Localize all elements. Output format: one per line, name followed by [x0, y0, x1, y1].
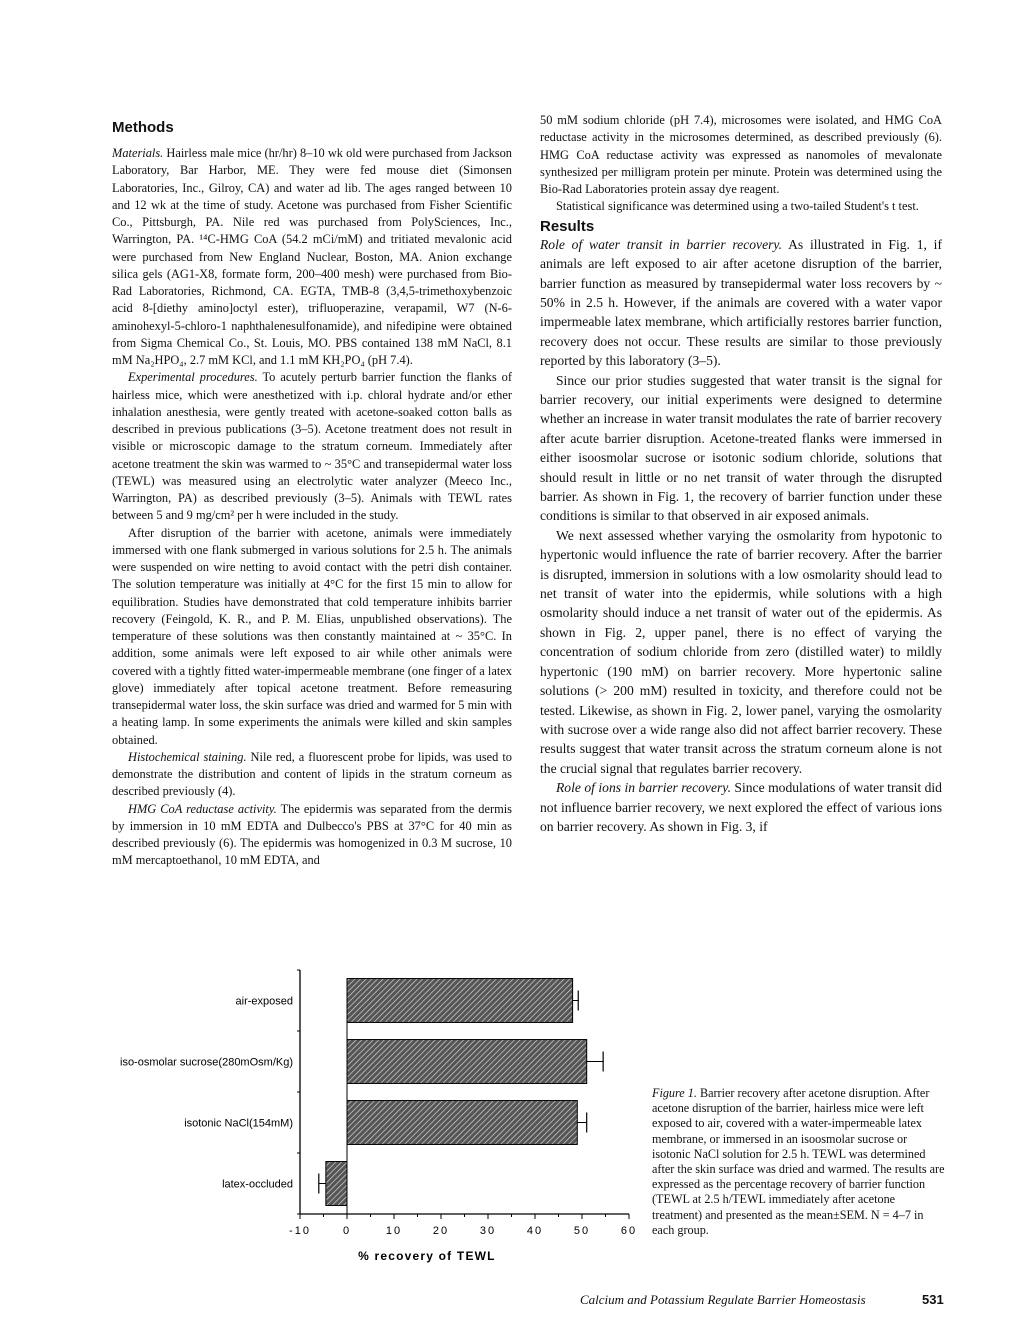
- paragraph-text: We next assessed whether varying the osmolarity from hypotonic to hypertonic would influence the rate of barrier recovery. After the barrier is disrupted, immersion in solutions with a low osmolarity should lead to net transit of water into the epidermis, while solutions with a high osmolarity should induce a net transit of water out of the epidermis. As shown in Fig. 2, upper panel, there is no effect of varying the concentration of sodium chloride from zero (distilled water) to mildly hypertonic (190 mM) on barrier recovery. More hypertonic saline solutions (> 200 mM) resulted in toxicity, and therefore could not be tested. Likewise, as shown in Fig. 2, lower panel, varying the osmolarity with sucrose over a wide range also did not affect barrier recovery. These results suggest that water transit across the stratum corneum alone is not the crucial signal that regulates barrier recovery.: [540, 527, 942, 776]
- x-tick-label: 20: [432, 1225, 450, 1237]
- category-label: latex-occluded: [222, 1178, 293, 1191]
- figure-caption: [652, 1086, 948, 1238]
- run-in-heading: Histochemical staining.: [128, 749, 247, 764]
- bar: [347, 1040, 587, 1084]
- paragraph-hmg-continued: 50 mM sodium chloride (pH 7.4), microsomes were isolated, and HMG CoA reductase activity in the microsomes determined, as described previously (6). HMG CoA reductase activity was expressed as nanomoles of mevalonate synthesized per milligram protein per minute. Protein was determined using the Bio-Rad Laboratories protein assay dye reagent.: [540, 113, 942, 196]
- paragraph-immersion: [112, 525, 512, 749]
- paragraph-experimental-procedures: [112, 369, 512, 524]
- caption-text: Barrier recovery after acetone disruption. After acetone disruption of the barrier, hairless mice were left exposed to air, covered with a water-impermeable latex membrane, or immersed in an isoosmolar sucrose or isotonic NaCl solution for 2.5 h. TEWL was determined after the skin surface was dried and warmed. The results are expressed as the percentage recovery of barrier function (TEWL at 2.5 h/TEWL immediately after acetone treatment) and presented as the mean±SEM. N = 4–7 in each group.: [652, 1086, 945, 1237]
- running-title: Calcium and Potassium Regulate Barrier Homeostasis: [580, 1292, 866, 1307]
- paragraph-osmolarity: [540, 526, 942, 778]
- x-tick-label: 50: [573, 1225, 591, 1237]
- figure-1-bar-chart: [0, 960, 650, 1280]
- paragraph-prior-studies: [540, 371, 942, 526]
- paragraph-text: Since our prior studies suggested that water transit is the signal for barrier recovery, our initial experiments were designed to determine whether an increase in water transit modulates the rate of barrier recovery after acute barrier disruption. Acetone-treated flanks were immersed in either isoosmolar sucrose or isotonic sodium chloride, solutions that should result in little or no net transit of water through the disrupted barrier. As shown in Fig. 1, the recovery of barrier function under these conditions is similar to that observed in air exposed animals.: [540, 372, 942, 524]
- paragraph-text: Since modulations of water transit did not influence barrier recovery, we next explored the effect of various ions on barrier recovery. As shown in Fig. 3, if: [540, 780, 942, 834]
- right-column: [540, 112, 942, 836]
- page-number: 531: [922, 1292, 944, 1307]
- caption-label: Figure 1.: [652, 1086, 697, 1100]
- run-in-heading: HMG CoA reductase activity.: [128, 801, 277, 816]
- paragraph-text: After disruption of the barrier with acetone, animals were immediately immersed with one flank submerged in various solutions for 2.5 h. The animals were suspended on wire netting to avoid contact with the petri dish container. The solution temperature was initially at 4°C for the first 15 min to allow for equilibration. Studies have demonstrated that cold temperature inhibits barrier recovery (Feingold, K. R., and P. M. Elias, unpublished observations). The temperature of these solutions was then constantly maintained at ~ 35°C. In addition, some animals were left exposed to air while other animals were covered with a tightly fitted water-impermeable membrane (one finger of a latex glove) immediately after topical acetone treatment. Before remeasuring transepidermal water loss, the skin surface was dried and warmed for 5 min with a heating lamp. In some experiments the animals were killed and skin samples obtained.: [112, 525, 512, 747]
- paragraph-text: Nile red, a fluorescent probe for lipids, was used to demonstrate the distribution and content of lipids in the stratum corneum as described previously (4).: [112, 749, 512, 799]
- x-tick-label: 30: [479, 1225, 497, 1237]
- x-tick-label: 0: [342, 1225, 352, 1237]
- x-axis-label: % recovery of TEWL: [358, 1249, 496, 1263]
- paragraph-statistics: Statistical significance was determined using a two-tailed Student's t test.: [556, 199, 919, 214]
- run-in-heading: Materials.: [112, 146, 164, 160]
- category-label: iso-osmolar sucrose(280mOsm/Kg): [120, 1056, 293, 1069]
- x-tick-label: 40: [526, 1225, 544, 1237]
- bar: [326, 1162, 347, 1206]
- results-heading: Results: [540, 217, 595, 235]
- paragraph-materials: [112, 145, 512, 369]
- category-label: air-exposed: [235, 995, 293, 1008]
- x-tick-label: -10: [289, 1225, 311, 1237]
- left-column: [112, 145, 512, 870]
- paragraph-text: To acutely perturb barrier function the flanks of hairless mice, which were anesthetized with i.p. chloral hydrate and/or ether inhalation anesthesia, were gently treated with acetone-soaked cotton balls as described in previous publications (3–5). Acetone treatment does not result in visible or microscopic damage to the stratum corneum. Immediately after acetone treatment the skin was warmed to ~ 35°C and transepidermal water loss (TEWL) was measured using an electrolytic water analyzer (Meeco Inc., Warrington, PA) as described previously (3–5). Animals with TEWL rates between 5 and 9 mg/cm² per h were included in the study.: [112, 370, 512, 523]
- paragraph-hmg-coa: [112, 801, 512, 870]
- run-in-heading: Role of water transit in barrier recovery.: [540, 236, 783, 252]
- run-in-heading: Role of ions in barrier recovery.: [556, 780, 731, 796]
- x-tick-label: 10: [385, 1225, 403, 1237]
- bar: [347, 1101, 577, 1145]
- paragraph-ions: [540, 778, 942, 836]
- paragraph-text: The epidermis was separated from the dermis by immersion in 10 mM EDTA and Dulbecco's PBS at 37°C for 40 min as described previously (6). The epidermis was homogenized in 0.3 M sucrose, 10 mM mercaptoethanol, 10 mM EDTA, and: [112, 801, 512, 868]
- paragraph-histochemical: [112, 749, 512, 801]
- paragraph-text: As illustrated in Fig. 1, if animals are left exposed to air after acetone disruption of the barrier, barrier function as measured by transepidermal water loss recovers by ~ 50% in 2.5 h. However, if the animals are covered with a water vapor impermeable latex membrane, which artificially restores barrier function, recovery does not occur. These results are similar to those previously reported by this laboratory (3–5).: [540, 236, 942, 369]
- methods-heading: Methods: [112, 119, 174, 136]
- paragraph-water-transit: [540, 235, 942, 371]
- bar: [347, 979, 573, 1023]
- x-tick-label: 60: [620, 1225, 638, 1237]
- category-label: isotonic NaCl(154mM): [184, 1117, 293, 1130]
- paragraph-text: Hairless male mice (hr/hr) 8–10 wk old were purchased from Jackson Laboratory, Bar Harbor, ME. They were fed mouse diet (Simonsen Laboratories, Inc., Gilroy, CA) and water ad lib. The ages ranged between 10 and 12 wk at the time of study. Acetone was purchased from Fisher Scientific Co., Pittsburgh, PA. Nile red was purchased from PolySciences, Inc., Warrington, PA. ¹⁴C-HMG CoA (54.2 mCi/mM) and tritiated mevalonic acid were purchased from New England Nuclear, Boston, MA. Anion exchange silica gels (AG1-X8, formate form, 200–400 mesh) were purchased from Bio-Rad Laboratories, Richmond, CA. EGTA, TMB-8 (3,4,5-trimethoxybenzoic acid 8-[diethy amino]octyl ester), trifluoperazine, verapamil, W7 (N-6-aminohexyl-5-chloro-1 naphthalenesulfonamide), and nifedipine were obtained from Sigma Chemical Co., St. Louis, MO. PBS contained 138 mM NaCl, 8.1 mM Na₂HPO₄, 2.7 mM KCl, and 1.1 mM KH₂PO₄ (pH 7.4).: [112, 146, 512, 367]
- run-in-heading: Experimental procedures.: [128, 370, 258, 385]
